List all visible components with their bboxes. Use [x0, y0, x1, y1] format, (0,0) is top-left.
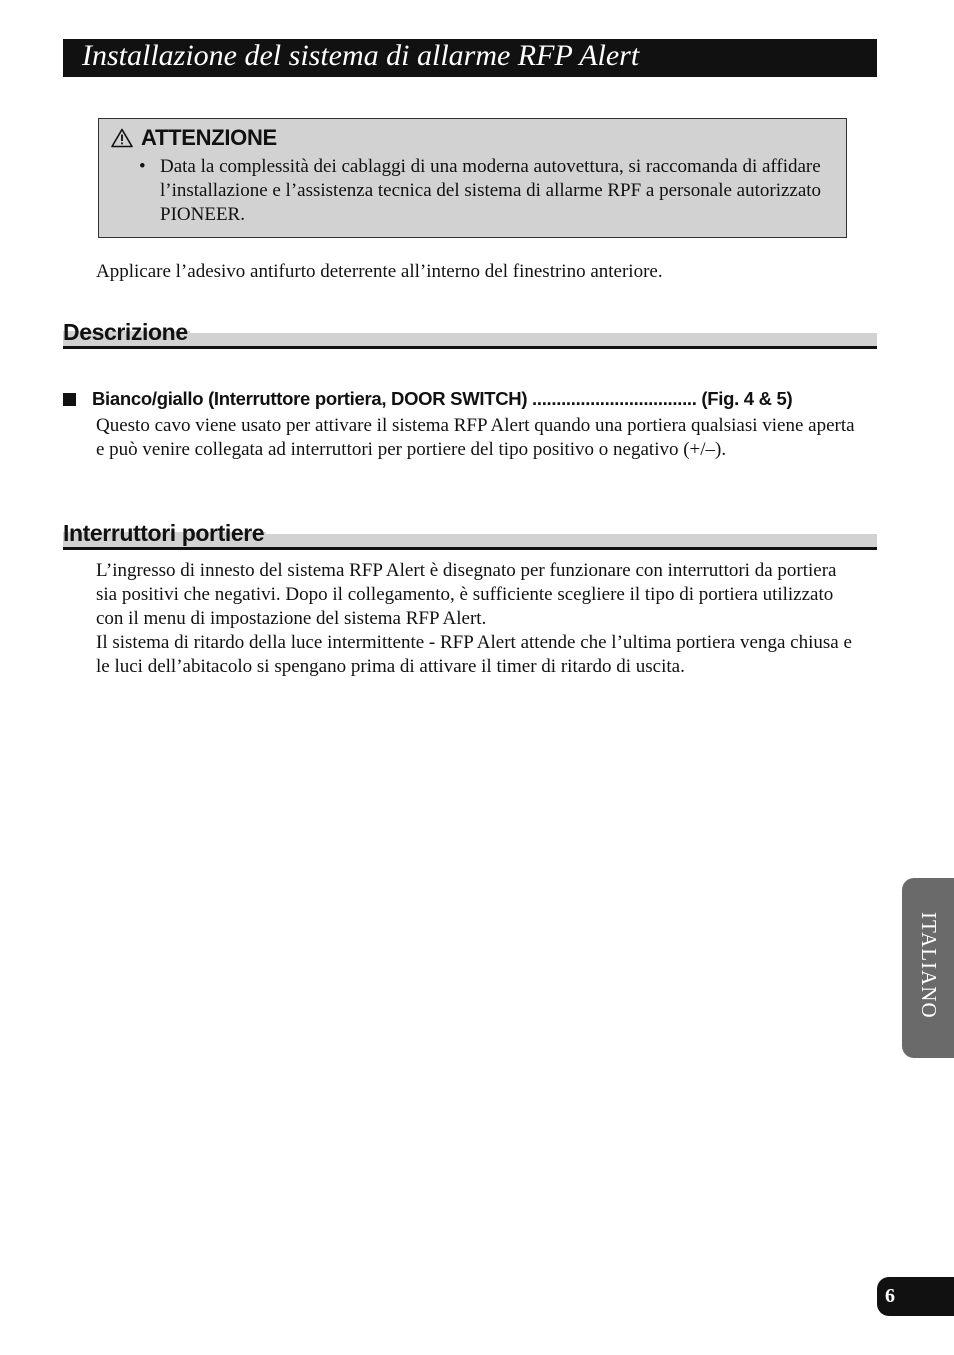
wire-item-door-switch: [63, 386, 853, 412]
intro-paragraph: Applicare l’adesivo antifurto deterrente all’interno del finestrino anteriore.: [96, 261, 663, 282]
caution-box: [98, 118, 847, 238]
caution-title: ATTENZIONE: [141, 125, 277, 150]
section-heading-interruttori: [63, 521, 877, 551]
warning-triangle-icon: [111, 128, 133, 148]
language-tab: [902, 878, 954, 1058]
caution-list: [139, 155, 829, 227]
section-title: Descrizione: [63, 319, 188, 345]
section-title: Interruttori portiere: [63, 520, 265, 546]
page-number-tab: [877, 1277, 954, 1316]
page-number: 6: [885, 1285, 895, 1307]
section-heading-descrizione: [63, 320, 877, 350]
heading-rule: [63, 547, 877, 550]
interruttori-paragraph-2: Il sistema di ritardo della luce intermittente - RFP Alert attende che l’ultima portiera venga chiusa e le luci dell’abitacolo si spengano prima di attivare il timer di ritardo di uscita.: [96, 632, 852, 677]
page-title-bar: [63, 39, 877, 77]
wire-item-label: Bianco/giallo (Interruttore portiera, DOOR SWITCH) .................................. (Fig. 4 & 5): [92, 388, 793, 409]
wire-description: Questo cavo viene usato per attivare il sistema RFP Alert quando una portiera qualsiasi viene aperta e può venire collegata ad interruttori per portiere del tipo positivo o negativo (+/–).: [96, 415, 855, 460]
bullet-marker: •: [139, 156, 146, 177]
language-label: ITALIANO: [917, 912, 941, 1019]
caution-text: Data la complessità dei cablaggi di una moderna autovettura, si raccomanda di affidare l’installazione e l’assistenza tecnica del sistema di allarme RPF a personale autorizzato PIONEER.: [160, 156, 822, 225]
square-bullet-icon: [63, 393, 76, 406]
caution-header: [111, 124, 277, 152]
page-title: Installazione del sistema di allarme RFP Alert: [82, 39, 640, 72]
interruttori-paragraph-1: L’ingresso di innesto del sistema RFP Alert è disegnato per funzionare con interruttori da portiera sia positivi che negativi. Dopo il collegamento, è sufficiente scegliere il tipo di portiera utilizzato con il menu di impostazione del sistema RFP Alert.: [96, 560, 837, 629]
heading-rule: [63, 346, 877, 349]
